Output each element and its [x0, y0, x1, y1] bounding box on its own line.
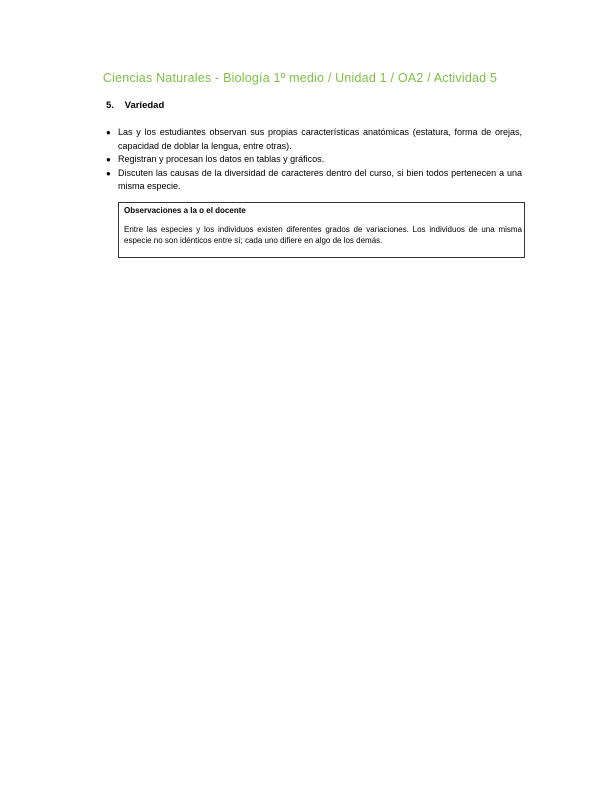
list-item [106, 153, 522, 167]
section-number: 5. [106, 100, 114, 111]
teacher-notes-box [118, 202, 525, 258]
bullet-icon: ● [106, 168, 111, 178]
section-title [106, 100, 164, 111]
list-item [106, 126, 522, 153]
section-title-text: Variedad [124, 100, 165, 111]
list-item-text: Discuten las causas de la diversidad de caracteres dentro del curso, si bien todos pertenecen a una misma especie. [118, 167, 522, 191]
teacher-notes-title: Observaciones a la o el docente [124, 206, 246, 215]
list-item-text: Las y los estudiantes observan sus propias características anatómicas (estatura, forma de orejas, capacidad de doblar la lengua, entre otras). [118, 127, 522, 151]
page-header-breadcrumb: Ciencias Naturales - Biología 1º medio / Unidad 1 / OA2 / Actividad 5 [102, 71, 498, 85]
bullet-icon: ● [106, 128, 111, 137]
activity-bullet-list [106, 126, 522, 194]
list-item [106, 167, 522, 194]
list-item-text: Registran y procesan los datos en tablas y gráficos. [118, 154, 325, 164]
teacher-notes-body: Entre las especies y los individuos existen diferentes grados de variaciones. Los individuos de una misma especie no son idénticos entre sí; cada uno difiere en algo de los demás. [124, 225, 522, 245]
bullet-icon: ● [106, 155, 111, 164]
